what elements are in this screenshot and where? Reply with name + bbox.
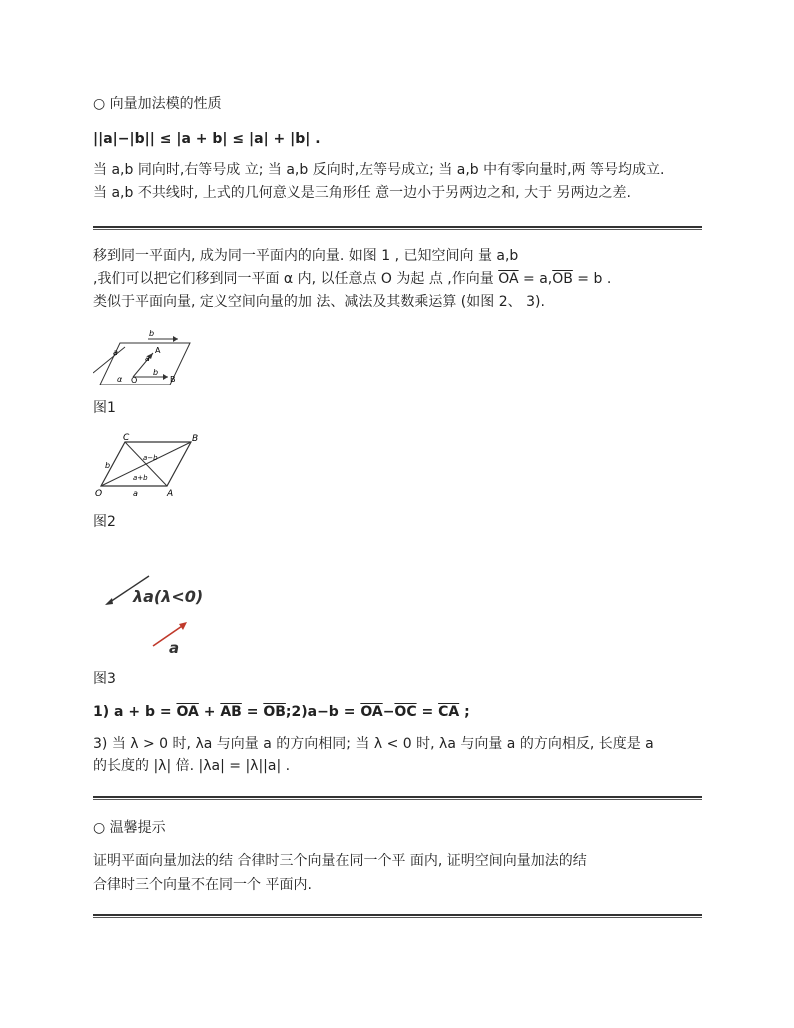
figure-2-parallelogram xyxy=(93,432,208,500)
section-title-tip: ○ 温馨提示 xyxy=(93,820,166,836)
tip-line-1: 证明平面向量加法的结 合律时三个向量在同一个平 面内, 证明空间向量加法的结 xyxy=(93,853,587,869)
fig1-label-b: b xyxy=(149,329,155,338)
fig3-label-a: a xyxy=(169,639,180,656)
figure-1-caption: 图1 xyxy=(93,400,116,416)
fig2-label-a-minus-b: a−b xyxy=(143,454,158,462)
fig1-label-a-left: a xyxy=(113,348,118,357)
scalar-multiple-line-2: 的长度的 |λ| 倍. |λa| = |λ||a| . xyxy=(93,758,291,774)
section-title-modulus-property: ○ 向量加法模的性质 xyxy=(93,96,222,112)
fig1-label-B: B xyxy=(170,375,176,384)
fig2-label-a-plus-b: a+b xyxy=(133,474,148,482)
fig1-label-b-bottom: b xyxy=(153,368,159,377)
divider xyxy=(93,226,702,230)
fig2-label-A: A xyxy=(167,489,174,499)
fig2-label-C: C xyxy=(123,433,130,443)
figure-3-caption: 图3 xyxy=(93,671,116,687)
fig1-label-O: O xyxy=(131,376,138,385)
fig1-label-a-inner: a xyxy=(145,354,150,363)
space-vector-line-3: 类似于平面向量, 定义空间向量的加 法、减法及其数乘运算 (如图 2、 3). xyxy=(93,294,545,310)
fig3-label-lambda-a: λa(λ<0) xyxy=(133,587,204,606)
vector-addition-formula: 1) $a + b = \overline{OA} + \overline{AB}$ = $\overline{OB};2)a-b = \overline{OA}-\overline{OC} = \overline{CA}$ ; xyxy=(93,704,470,720)
fig1-label-A: A xyxy=(155,346,161,355)
modulus-inequality: ||a|−|b|| ≤ |a + b| ≤ |a| + |b| . xyxy=(93,131,321,147)
fig2-label-O: O xyxy=(95,489,103,499)
fig2-label-a: a xyxy=(133,489,138,498)
scalar-multiple-line-1: 3) 当 λ > 0 时, λa 与向量 a 的方向相同; 当 λ < 0 时, λa 与向量 a 的方向相反, 长度是 a xyxy=(93,736,654,752)
figure-1-plane-vectors xyxy=(93,325,193,385)
divider xyxy=(93,914,702,918)
tip-line-2: 合律时三个向量不在同一个 平面内. xyxy=(93,877,312,893)
fig2-label-B: B xyxy=(192,434,199,444)
modulus-explanation-line-1: 当 a,b 同向时,右等号成 立; 当 a,b 反向时,左等号成立; 当 a,b 中有零向量时,两 等号均成立. xyxy=(93,162,665,178)
space-vector-line-2: ,我们可以把它们移到同一平面 α 内, 以任意点 O 为起 点 ,作向量 $\overline{OA} = a,\overline{OB} = b$ . xyxy=(93,271,612,287)
space-vector-line-1: 移到同一平面内, 成为同一平面内的向量. 如图 1 , 已知空间向 量 a,b xyxy=(93,248,519,264)
modulus-explanation-line-2: 当 a,b 不共线时, 上式的几何意义是三角形任 意一边小于另两边之和, 大于 另两边之差. xyxy=(93,185,631,201)
figure-3-scalar-multiple xyxy=(93,556,213,656)
fig1-label-alpha: α xyxy=(117,375,123,384)
fig2-label-b: b xyxy=(105,461,111,470)
figure-2-caption: 图2 xyxy=(93,514,116,530)
divider xyxy=(93,796,702,800)
